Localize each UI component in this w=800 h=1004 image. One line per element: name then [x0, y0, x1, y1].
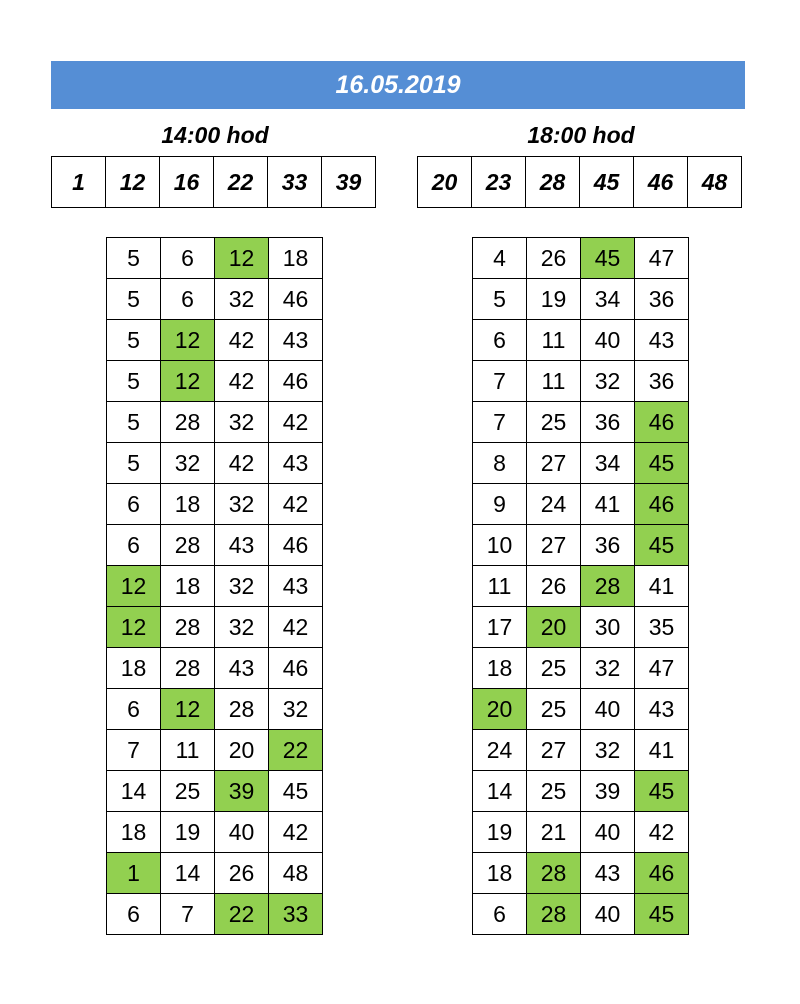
table-row [107, 484, 323, 525]
number-cell: 47 [635, 238, 689, 279]
table-row [107, 238, 323, 279]
matched-number-cell: 33 [269, 894, 323, 935]
number-cell: 32 [269, 689, 323, 730]
number-cell: 14 [107, 771, 161, 812]
number-cell: 46 [269, 279, 323, 320]
number-cell: 36 [581, 525, 635, 566]
table-row [107, 894, 323, 935]
number-cell: 19 [161, 812, 215, 853]
number-cell: 25 [527, 402, 581, 443]
number-cell: 42 [215, 443, 269, 484]
number-cell: 24 [473, 730, 527, 771]
draw-number: 45 [580, 157, 634, 208]
number-cell: 28 [215, 689, 269, 730]
number-cell: 42 [269, 484, 323, 525]
number-cell: 32 [215, 484, 269, 525]
table-row [473, 279, 689, 320]
number-cell: 6 [473, 320, 527, 361]
number-cell: 47 [635, 648, 689, 689]
table-row [107, 648, 323, 689]
number-cell: 18 [107, 648, 161, 689]
number-cell: 6 [107, 484, 161, 525]
number-cell: 43 [581, 853, 635, 894]
number-cell: 35 [635, 607, 689, 648]
table-row [473, 402, 689, 443]
number-cell: 34 [581, 279, 635, 320]
number-cell: 41 [581, 484, 635, 525]
number-cell: 21 [527, 812, 581, 853]
number-cell: 26 [215, 853, 269, 894]
table-row [473, 607, 689, 648]
number-cell: 25 [527, 648, 581, 689]
matched-number-cell: 45 [635, 443, 689, 484]
number-cell: 8 [473, 443, 527, 484]
number-cell: 18 [161, 566, 215, 607]
matched-number-cell: 12 [107, 607, 161, 648]
number-cell: 9 [473, 484, 527, 525]
matched-number-cell: 1 [107, 853, 161, 894]
table-row [107, 402, 323, 443]
number-cell: 40 [581, 689, 635, 730]
number-cell: 32 [581, 730, 635, 771]
number-cell: 25 [527, 689, 581, 730]
matched-number-cell: 28 [581, 566, 635, 607]
number-cell: 25 [161, 771, 215, 812]
number-cell: 11 [527, 320, 581, 361]
combinations-table-1 [106, 237, 323, 935]
number-cell: 26 [527, 238, 581, 279]
number-cell: 18 [161, 484, 215, 525]
draw-number: 39 [322, 157, 376, 208]
table-row [473, 894, 689, 935]
number-cell: 7 [473, 361, 527, 402]
number-cell: 43 [635, 689, 689, 730]
number-cell: 5 [107, 361, 161, 402]
draw-number: 16 [160, 157, 214, 208]
draw-time-label-2: 18:00 hod [527, 122, 635, 148]
matched-number-cell: 22 [215, 894, 269, 935]
table-row [107, 607, 323, 648]
table-row [473, 566, 689, 607]
table-row [107, 361, 323, 402]
table-row [107, 689, 323, 730]
number-cell: 42 [269, 607, 323, 648]
number-cell: 17 [473, 607, 527, 648]
number-cell: 14 [161, 853, 215, 894]
matched-number-cell: 12 [215, 238, 269, 279]
table-row [107, 525, 323, 566]
number-cell: 41 [635, 730, 689, 771]
number-cell: 7 [473, 402, 527, 443]
number-cell: 43 [269, 320, 323, 361]
number-cell: 46 [269, 525, 323, 566]
table-row [473, 730, 689, 771]
draw-number: 46 [634, 157, 688, 208]
matched-number-cell: 12 [107, 566, 161, 607]
number-cell: 19 [473, 812, 527, 853]
number-cell: 40 [581, 812, 635, 853]
matched-number-cell: 46 [635, 402, 689, 443]
matched-number-cell: 12 [161, 689, 215, 730]
number-cell: 6 [107, 894, 161, 935]
matched-number-cell: 28 [527, 894, 581, 935]
number-cell: 7 [161, 894, 215, 935]
draw-number: 1 [52, 157, 106, 208]
combinations-table-2 [472, 237, 689, 935]
number-cell: 34 [581, 443, 635, 484]
table-row [473, 812, 689, 853]
number-cell: 46 [269, 648, 323, 689]
draw-time-label-1: 14:00 hod [161, 122, 269, 148]
number-cell: 5 [107, 320, 161, 361]
number-cell: 18 [107, 812, 161, 853]
date-title: 16.05.2019 [335, 70, 461, 99]
matched-number-cell: 28 [527, 853, 581, 894]
number-cell: 41 [635, 566, 689, 607]
table-row [107, 320, 323, 361]
number-cell: 4 [473, 238, 527, 279]
matched-number-cell: 45 [581, 238, 635, 279]
table-row [107, 812, 323, 853]
number-cell: 32 [215, 279, 269, 320]
number-cell: 28 [161, 402, 215, 443]
number-cell: 42 [635, 812, 689, 853]
number-cell: 18 [473, 648, 527, 689]
number-cell: 5 [107, 402, 161, 443]
date-banner [51, 61, 745, 109]
number-cell: 32 [215, 607, 269, 648]
matched-number-cell: 22 [269, 730, 323, 771]
number-cell: 25 [527, 771, 581, 812]
draw-number: 48 [688, 157, 742, 208]
matched-number-cell: 20 [527, 607, 581, 648]
matched-number-cell: 46 [635, 484, 689, 525]
number-cell: 40 [581, 894, 635, 935]
number-cell: 42 [269, 812, 323, 853]
number-cell: 6 [473, 894, 527, 935]
number-cell: 27 [527, 525, 581, 566]
number-cell: 36 [635, 279, 689, 320]
number-cell: 11 [473, 566, 527, 607]
number-cell: 46 [269, 361, 323, 402]
number-cell: 40 [581, 320, 635, 361]
number-cell: 11 [161, 730, 215, 771]
number-cell: 43 [215, 525, 269, 566]
number-cell: 27 [527, 443, 581, 484]
matched-number-cell: 12 [161, 361, 215, 402]
table-row [473, 689, 689, 730]
table-row [107, 853, 323, 894]
number-cell: 42 [269, 402, 323, 443]
table-row [107, 279, 323, 320]
table-row [107, 443, 323, 484]
draw-number: 22 [214, 157, 268, 208]
number-cell: 40 [215, 812, 269, 853]
matched-number-cell: 45 [635, 525, 689, 566]
number-cell: 18 [269, 238, 323, 279]
number-cell: 10 [473, 525, 527, 566]
table-row [473, 771, 689, 812]
number-cell: 43 [269, 443, 323, 484]
number-cell: 5 [107, 238, 161, 279]
matched-number-cell: 45 [635, 894, 689, 935]
number-cell: 20 [215, 730, 269, 771]
number-cell: 26 [527, 566, 581, 607]
draw-number: 20 [418, 157, 472, 208]
number-cell: 19 [527, 279, 581, 320]
number-cell: 39 [581, 771, 635, 812]
table-row [473, 648, 689, 689]
draw-number: 28 [526, 157, 580, 208]
table-row [473, 484, 689, 525]
number-cell: 45 [269, 771, 323, 812]
draw-number: 33 [268, 157, 322, 208]
table-row [473, 853, 689, 894]
table-row [473, 238, 689, 279]
draw-number: 12 [106, 157, 160, 208]
number-cell: 43 [269, 566, 323, 607]
number-cell: 6 [161, 279, 215, 320]
number-cell: 28 [161, 648, 215, 689]
table-row [473, 525, 689, 566]
number-cell: 7 [107, 730, 161, 771]
number-cell: 42 [215, 320, 269, 361]
table-row [107, 730, 323, 771]
draw-numbers-1 [51, 156, 376, 208]
number-cell: 43 [215, 648, 269, 689]
draw-number: 23 [472, 157, 526, 208]
number-cell: 32 [215, 402, 269, 443]
table-row [107, 566, 323, 607]
number-cell: 30 [581, 607, 635, 648]
matched-number-cell: 39 [215, 771, 269, 812]
matched-number-cell: 46 [635, 853, 689, 894]
table-row [473, 320, 689, 361]
number-cell: 28 [161, 607, 215, 648]
number-cell: 6 [161, 238, 215, 279]
number-cell: 36 [635, 361, 689, 402]
number-cell: 48 [269, 853, 323, 894]
number-cell: 14 [473, 771, 527, 812]
number-cell: 11 [527, 361, 581, 402]
number-cell: 32 [581, 361, 635, 402]
table-row [107, 771, 323, 812]
number-cell: 43 [635, 320, 689, 361]
number-cell: 5 [107, 279, 161, 320]
matched-number-cell: 12 [161, 320, 215, 361]
table-row [473, 361, 689, 402]
number-cell: 5 [107, 443, 161, 484]
number-cell: 32 [215, 566, 269, 607]
draw-numbers-2 [417, 156, 742, 208]
number-cell: 6 [107, 525, 161, 566]
number-cell: 36 [581, 402, 635, 443]
number-cell: 32 [161, 443, 215, 484]
number-cell: 18 [473, 853, 527, 894]
number-cell: 6 [107, 689, 161, 730]
matched-number-cell: 45 [635, 771, 689, 812]
number-cell: 27 [527, 730, 581, 771]
number-cell: 42 [215, 361, 269, 402]
matched-number-cell: 20 [473, 689, 527, 730]
table-row [473, 443, 689, 484]
number-cell: 5 [473, 279, 527, 320]
number-cell: 24 [527, 484, 581, 525]
number-cell: 28 [161, 525, 215, 566]
number-cell: 32 [581, 648, 635, 689]
